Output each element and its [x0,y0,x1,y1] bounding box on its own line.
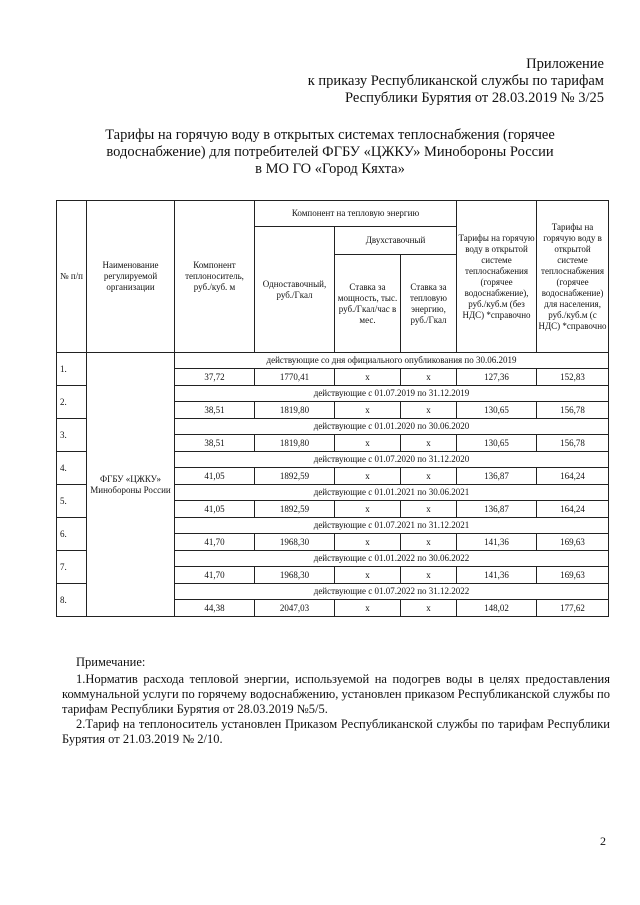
single-rate-value: 1892,59 [255,468,335,485]
document-header [308,56,604,107]
tariff-with-vat-value: 152,83 [537,369,609,386]
tariff-no-vat-value: 127,36 [457,369,537,386]
note-2: 2.Тариф на теплоноситель установлен Приказом Республиканской службы по тарифам Республики Бурятия от 21.03.2019 № 2/10. [62,717,610,746]
row-number: 6. [57,518,87,551]
header-carrier: Компонент теплоноситель, руб./куб. м [175,201,255,353]
energy-rate-value: x [401,600,457,617]
single-rate-value: 1819,80 [255,402,335,419]
single-rate-value: 1968,30 [255,567,335,584]
tariff-no-vat-value: 136,87 [457,468,537,485]
header-single-rate: Одноставочный, руб./Гкал [255,227,335,353]
notes-heading: Примечание: [76,655,146,669]
header-thermal-group: Компонент на тепловую энергию [255,201,457,227]
row-number: 1. [57,353,87,386]
capacity-rate-value: x [335,468,401,485]
title-line-1: Тарифы на горячую воду в открытых системах теплоснабжения (горячее [105,127,555,143]
header-energy-rate: Ставка за тепловую энергию, руб./Гкал [401,255,457,353]
header-line-date: Республики Бурятия от 28.03.2019 № 3/25 [344,90,604,106]
tariff-with-vat-value: 169,63 [537,567,609,584]
capacity-rate-value: x [335,402,401,419]
page-number: 2 [600,834,606,848]
document-title [70,127,590,178]
notes-section [62,655,610,747]
period-label: действующие с 01.01.2021 по 30.06.2021 [175,485,609,501]
row-number: 2. [57,386,87,419]
energy-rate-value: x [401,369,457,386]
capacity-rate-value: x [335,501,401,518]
capacity-rate-value: x [335,534,401,551]
organization-name: ФГБУ «ЦЖКУ» Минобороны России [87,353,175,617]
carrier-value: 41,05 [175,468,255,485]
carrier-value: 44,38 [175,600,255,617]
energy-rate-value: x [401,534,457,551]
header-tariff-with-vat: Тарифы на горячую воду в открытой системе теплоснабжения (горячее водоснабжение) для населения, руб./куб.м (с НДС) *справочно [537,201,609,353]
period-label: действующие с 01.07.2020 по 31.12.2020 [175,452,609,468]
header-capacity-rate: Ставка за мощность, тыс. руб./Гкал/час в мес. [335,255,401,353]
period-label: действующие с 01.07.2021 по 31.12.2021 [175,518,609,534]
capacity-rate-value: x [335,567,401,584]
carrier-value: 37,72 [175,369,255,386]
tariff-with-vat-value: 156,78 [537,435,609,452]
tariff-table [56,200,609,617]
period-label: действующие с 01.01.2020 по 30.06.2020 [175,419,609,435]
capacity-rate-value: x [335,435,401,452]
tariff-with-vat-value: 177,62 [537,600,609,617]
header-line-appendix: Приложение [526,56,604,72]
energy-rate-value: x [401,501,457,518]
tariff-with-vat-value: 156,78 [537,402,609,419]
header-tariff-no-vat: Тарифы на горячую воду в открытой системе теплоснабжения (горячее водоснабжение), руб./куб.м (без НДС) *справочно [457,201,537,353]
period-label: действующие с 01.01.2022 по 30.06.2022 [175,551,609,567]
energy-rate-value: x [401,468,457,485]
tariff-no-vat-value: 130,65 [457,435,537,452]
energy-rate-value: x [401,435,457,452]
energy-rate-value: x [401,567,457,584]
row-number: 3. [57,419,87,452]
tariff-with-vat-value: 164,24 [537,468,609,485]
header-line-order: к приказу Республиканской службы по тарифам [307,73,604,89]
carrier-value: 41,70 [175,534,255,551]
single-rate-value: 2047,03 [255,600,335,617]
note-1: 1.Норматив расхода тепловой энергии, используемой на подогрев воды в целях предоставления коммунальной услуги по горячему водоснабжению, установлен приказом Республиканской службы по тарифам Республики Бурятия от 28.03.2019 №5/5. [62,672,610,716]
single-rate-value: 1892,59 [255,501,335,518]
energy-rate-value: x [401,402,457,419]
tariff-no-vat-value: 148,02 [457,600,537,617]
row-number: 5. [57,485,87,518]
period-label: действующие с 01.07.2022 по 31.12.2022 [175,584,609,600]
header-org: Наименование регулируемой организации [87,201,175,353]
tariff-no-vat-value: 130,65 [457,402,537,419]
period-label: действующие со дня официального опубликования по 30.06.2019 [175,353,609,369]
single-rate-value: 1770,41 [255,369,335,386]
single-rate-value: 1968,30 [255,534,335,551]
carrier-value: 38,51 [175,402,255,419]
period-label: действующие с 01.07.2019 по 31.12.2019 [175,386,609,402]
carrier-value: 41,05 [175,501,255,518]
tariff-no-vat-value: 136,87 [457,501,537,518]
row-number: 7. [57,551,87,584]
header-num: № п/п [57,201,87,353]
tariff-no-vat-value: 141,36 [457,534,537,551]
capacity-rate-value: x [335,369,401,386]
carrier-value: 41,70 [175,567,255,584]
row-number: 4. [57,452,87,485]
capacity-rate-value: x [335,600,401,617]
tariff-no-vat-value: 141,36 [457,567,537,584]
tariff-with-vat-value: 164,24 [537,501,609,518]
row-number: 8. [57,584,87,617]
carrier-value: 38,51 [175,435,255,452]
title-line-2: водоснабжение) для потребителей ФГБУ «ЦЖКУ» Минобороны России [106,144,554,160]
header-two-rate: Двухставочный [335,227,457,255]
single-rate-value: 1819,80 [255,435,335,452]
title-line-3: в МО ГО «Город Кяхта» [255,161,405,177]
tariff-with-vat-value: 169,63 [537,534,609,551]
